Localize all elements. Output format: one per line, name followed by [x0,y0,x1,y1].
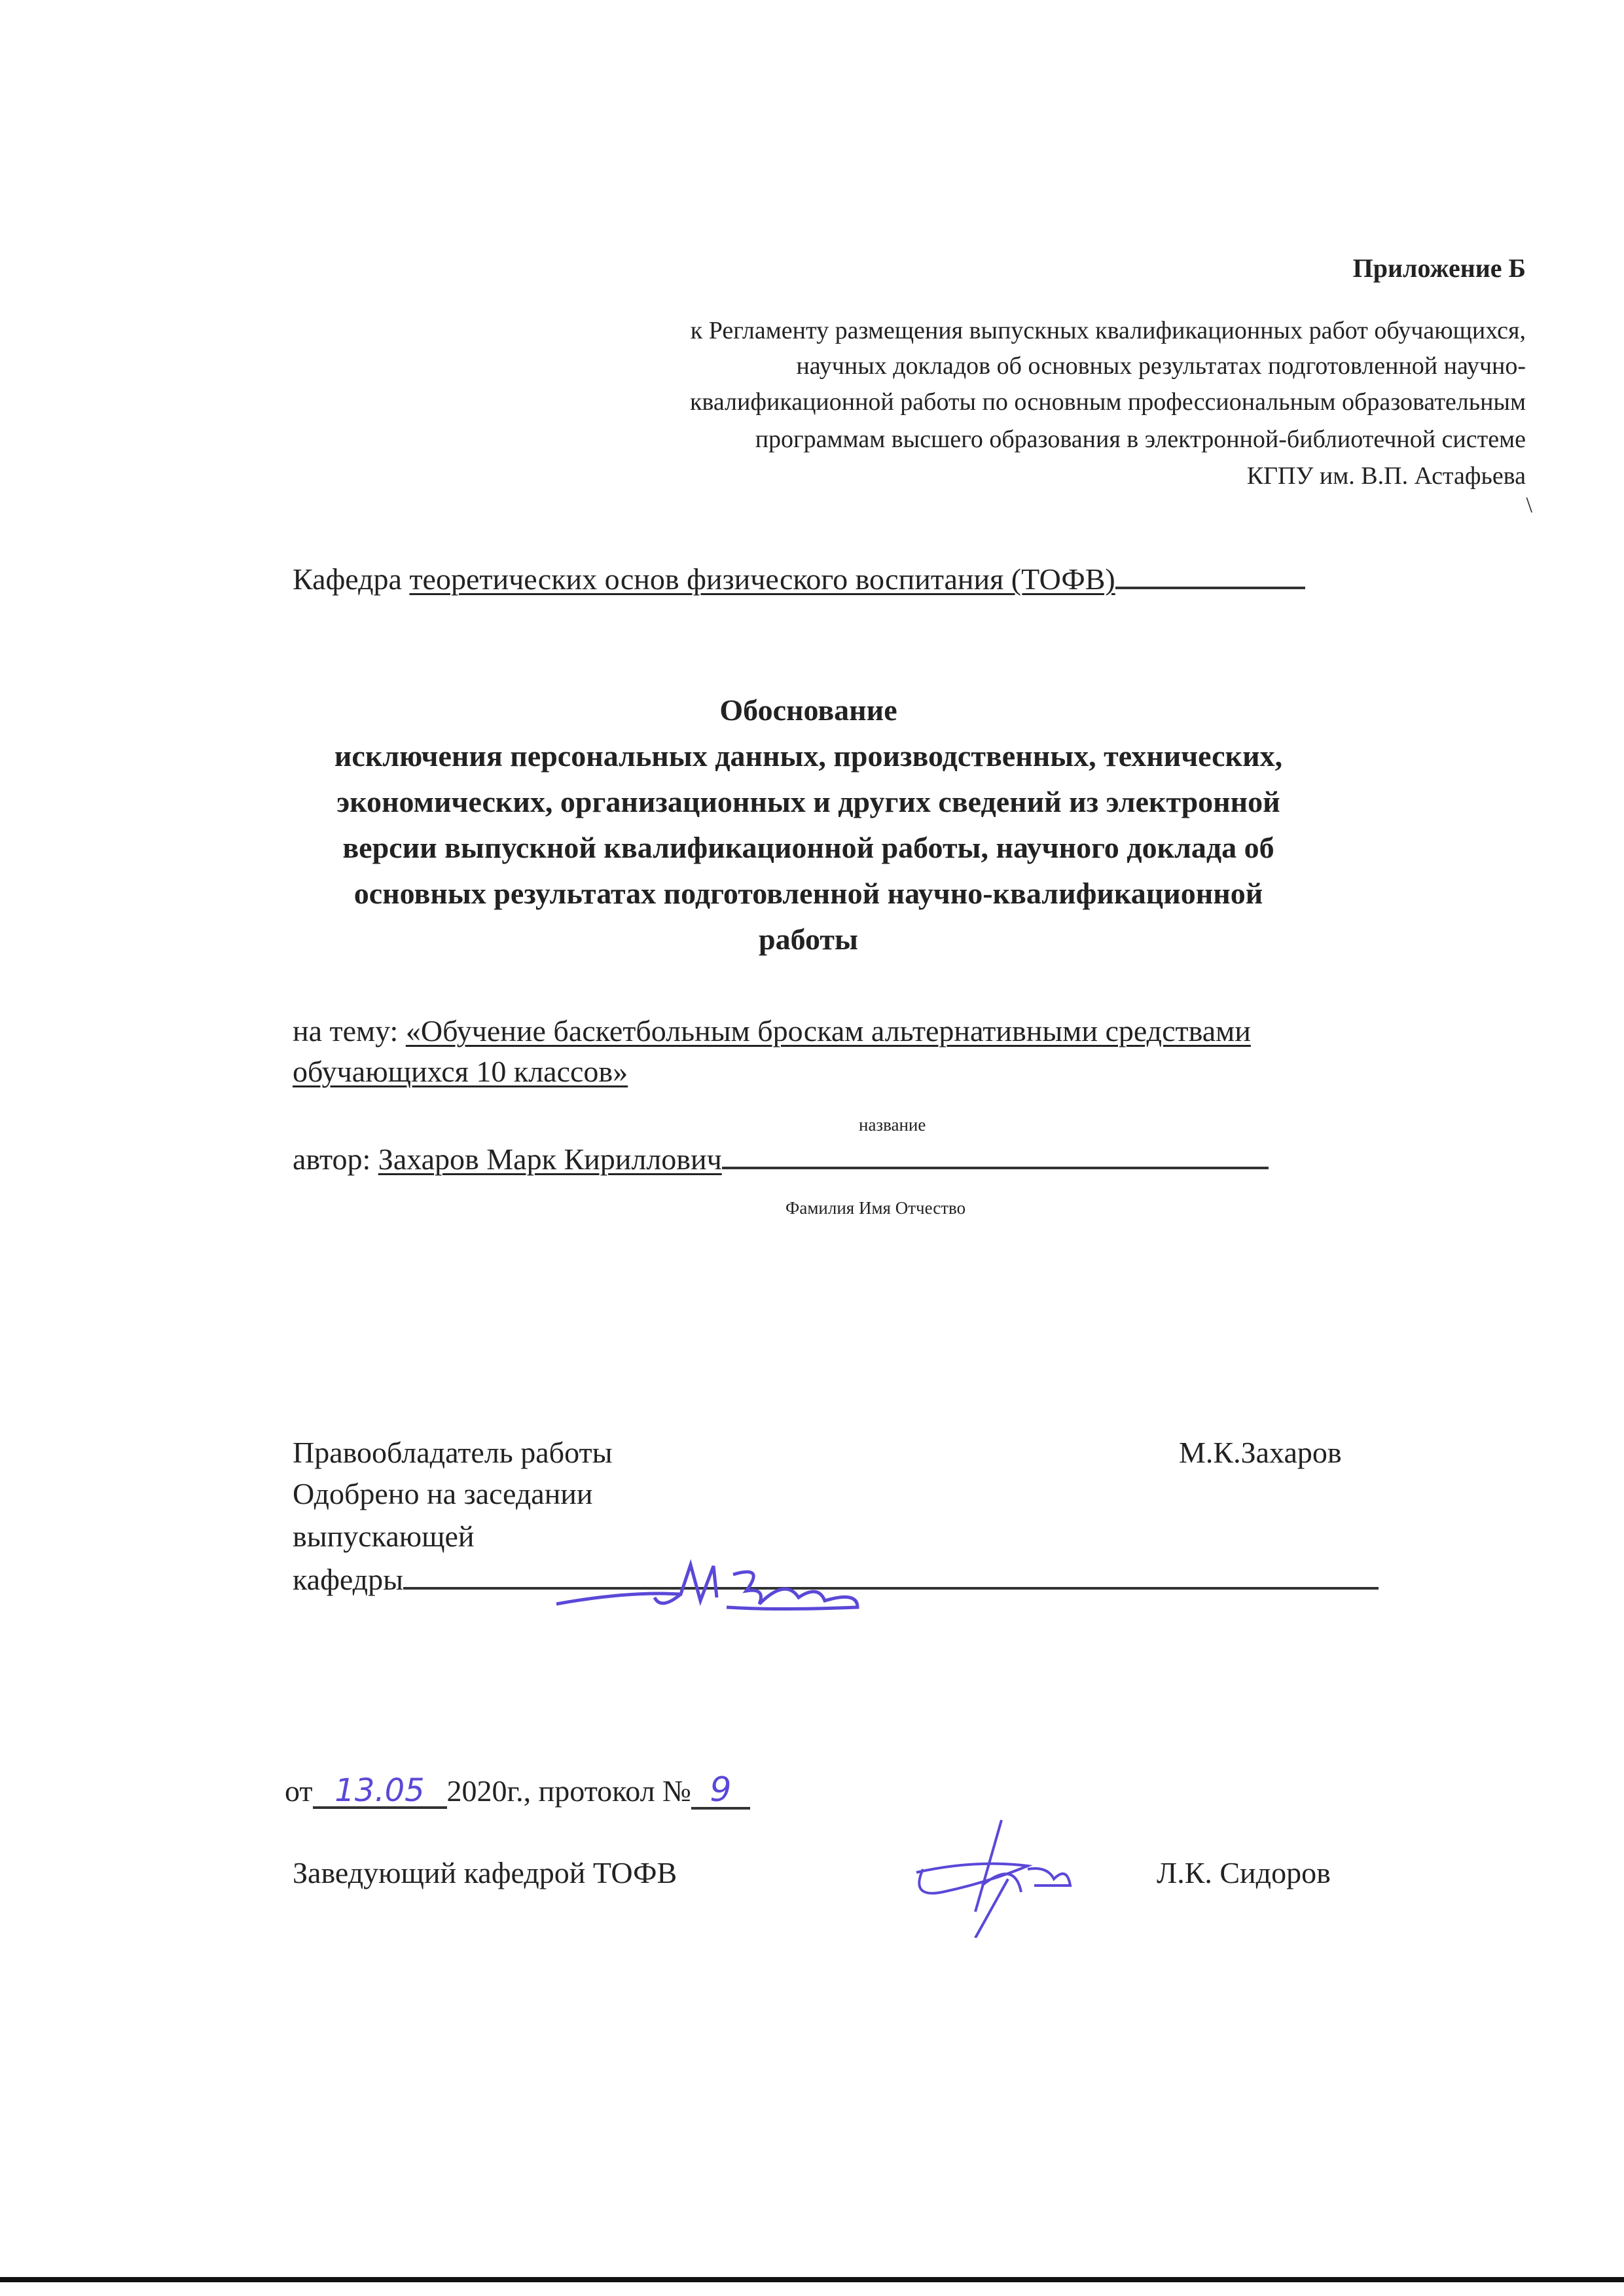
appendix-line: к Регламенту размещения выпускных квалификационных работ обучающихся, [690,317,1526,344]
head-label: Заведующий кафедрой ТОФВ [293,1856,677,1889]
appendix-line: программам высшего образования в электронной-библиотечной системе [755,426,1526,453]
heading-line: основных результатах подготовленной научно-квалификационной [353,877,1263,910]
approved-line: выпускающей [293,1520,475,1553]
appendix-title: Приложение Б [1352,253,1526,283]
department-label: Кафедра [293,562,402,596]
topic-label: на тему: [293,1014,399,1048]
author-blank [722,1166,1269,1169]
date-prefix: от [285,1774,313,1808]
appendix-mark: \ [1526,493,1532,517]
topic-caption: название [859,1115,926,1135]
document-heading [98,687,1519,962]
page-bottom-border [0,2277,1624,2282]
appendix-line: КГПУ им. В.П. Астафьева [1246,462,1526,490]
author-caption: Фамилия Имя Отчество [785,1198,966,1218]
heading-line: работы [759,922,858,956]
date-line [285,1770,750,1810]
rights-holder-label: Правообладатель работы [293,1436,613,1469]
appendix-line: квалификационной работы по основным профессиональным образовательным [689,388,1526,416]
heading-title: Обоснование [719,693,897,727]
protocol-number: 9 [691,1773,750,1810]
heading-line: исключения персональных данных, производственных, технических, [334,739,1283,773]
heading-line: версии выпускной квалификационной работы, научного доклада об [342,831,1274,864]
author-label: автор: [293,1142,371,1176]
approved-line-3: кафедры [293,1563,403,1596]
department-line [293,564,1305,594]
topic-line-2: обучающихся 10 классов» [293,1055,628,1088]
author-value: Захаров Марк Кириллович [378,1142,722,1176]
head-name: Л.К. Сидоров [1157,1856,1331,1889]
heading-line: экономических, организационных и других сведений из электронной [336,785,1280,818]
topic-value: «Обучение баскетбольным броскам альтернативными средствами [405,1014,1251,1048]
department-blank [1115,586,1305,589]
topic-line-1 [293,1016,1251,1046]
appendix-line: научных докладов об основных результатах подготовленной научно- [796,352,1526,380]
department-value: теоретических основ физического воспитания (ТОФВ) [409,562,1115,596]
approved-line: Одобрено на заседании [293,1477,593,1510]
author-line [293,1144,1269,1175]
head-signature [903,1807,1093,1938]
date-suffix: 2020г., протокол № [446,1774,691,1808]
date-handwritten: 13.05 [313,1775,447,1809]
rights-holder-name: М.К.Захаров [1179,1436,1342,1469]
author-signature [550,1552,877,1630]
